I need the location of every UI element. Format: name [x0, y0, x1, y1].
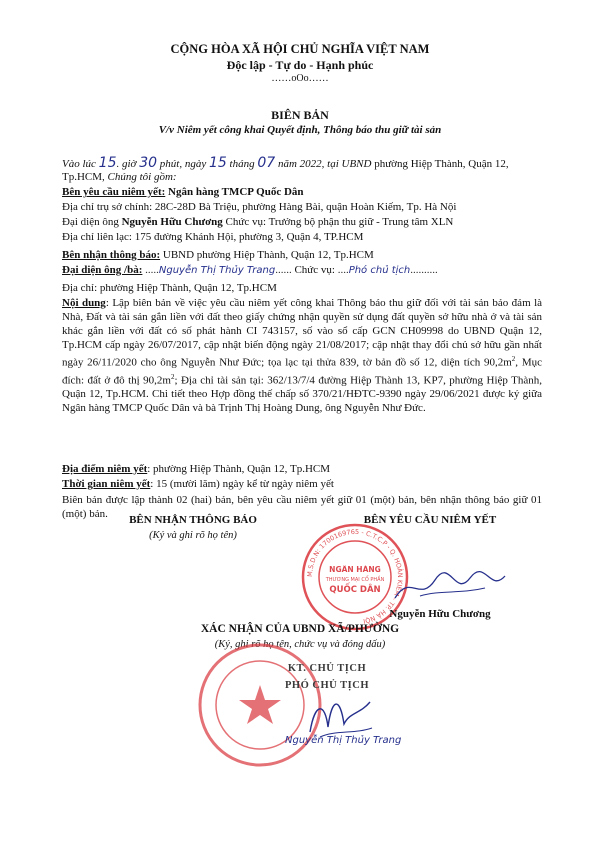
posting-time-value: : 15 (mười lăm) ngày kể từ ngày niêm yết — [150, 478, 334, 490]
receiver-rep-line: Đại diện ông /bà: .....Nguyễn Thị Thủy Trang...... Chức vụ: ....Phó chủ tịch.......... — [62, 264, 438, 276]
posting-time-label: Thời gian niêm yết — [62, 478, 151, 490]
posting-place-line — [62, 462, 542, 476]
intro-minute: 30 — [139, 155, 158, 171]
stamp-title-2: PHÓ CHỦ TỊCH — [285, 680, 369, 691]
national-title: CỘNG HÒA XÃ HỘI CHỦ NGHĨA VIỆT NAM — [170, 42, 430, 56]
bank-seal-line1: NGÂN HÀNG — [329, 565, 381, 574]
left-signature-note: (Ký và ghi rõ họ tên) — [149, 530, 237, 541]
receiver-rep-name: Nguyễn Thị Thủy Trang — [158, 265, 276, 276]
receiver-line — [62, 248, 542, 262]
posting-copies: Biên bản được lập thành 02 (hai) bản, bên yêu cầu niêm yết giữ 01 (một) bản, bên nhận thông báo giữ 01 (một) bản. — [62, 494, 542, 520]
receiver-rep-label: Đại diện ông /bà: — [62, 264, 143, 276]
receiver-role-value: Phó chủ tịch — [348, 265, 411, 276]
receiver-role-label: Chức vụ: — [294, 264, 335, 276]
confirm-note: (Ký, ghi rõ họ tên, chức vụ và đóng dấu) — [214, 639, 386, 650]
national-motto: Độc lập - Tự do - Hạnh phúc — [226, 58, 374, 72]
receiver-name: UBND phường Hiệp Thành, Quận 12, Tp.HCM — [162, 249, 374, 261]
intro-place: phường Hiệp Thành, Quận 12, — [374, 158, 509, 170]
intro-hour: 15 — [98, 155, 117, 171]
requester-hq: Địa chỉ trụ sở chính: 28C-28D Bà Triệu, phường Hàng Bài, quận Hoàn Kiếm, Tp. Hà Nội — [62, 201, 457, 213]
intro-line: Vào lúc 15. giờ 30 phút, ngày 15 tháng 07 năm 2022, tại UBND phường Hiệp Thành, Quận 12, — [62, 155, 509, 171]
header-ornament: ……oOo…… — [271, 73, 329, 84]
requester-contact: Địa chỉ liên lạc: 175 đường Khánh Hội, phường 3, Quận 4, TP.HCM — [62, 231, 364, 243]
requester-name: Ngân hàng TMCP Quốc Dân — [168, 186, 304, 198]
requester-line — [62, 185, 542, 199]
intro-place-2: Tp.HCM — [62, 171, 103, 183]
requester-rep-label: Đại diện ông — [62, 216, 119, 228]
receiver-address: Địa chỉ: phường Hiệp Thành, Quận 12, Tp.HCM — [62, 282, 277, 294]
receiver-label: Bên nhận thông báo: — [62, 249, 161, 261]
requester-label: Bên yêu cầu niêm yết: — [62, 186, 166, 198]
bank-rep-name: Nguyễn Hữu Chương — [389, 608, 491, 620]
intro-hour-label: giờ — [122, 158, 137, 170]
document-subject: V/v Niêm yết công khai Quyết định, Thông báo thu giữ tài sản — [158, 124, 442, 136]
intro-day: 15 — [208, 155, 227, 171]
intro-month: 07 — [257, 155, 276, 171]
left-signature-title: BÊN NHẬN THÔNG BÁO — [129, 514, 257, 526]
intro-minute-label: phút, ngày — [159, 158, 207, 170]
posting-place-label: Địa điểm niêm yết — [62, 463, 148, 475]
intro-line-2 — [62, 170, 542, 184]
document-title: BIÊN BẢN — [271, 108, 329, 122]
content-label: Nội dung — [62, 297, 106, 309]
posting-place-value: : phường Hiệp Thành, Quận 12, Tp.HCM — [147, 463, 331, 475]
right-signature-title: BÊN YÊU CẦU NIÊM YẾT — [363, 514, 497, 526]
content-text-1: : Lập biên bản về việc yêu cầu niêm yết công khai Thông báo thu giữ đối với tài sản bảo đảm là Nhà, Đất và tài sản gắn liền với đất theo giấy chứng nhận quyền sử dụng đất quyền sở hữu nhà ở và tài sản khác gắn liền với đất có số phát hành CI 743157, số vào sổ cấp GCN CH09998 do UBND Quận 12, Tp.HCM cấp ngày 26/07/2017, cập nhật biến động ngày 21/08/2017; cập nhật thay đổi chủ sở hữu gần nhất ngày 26/11/2020 cho ông Nguyễn Như Đức; tọa lạc tại thửa 839, tờ bản đồ số 12, diện tích 90,2m — [62, 297, 543, 369]
bank-seal-line3: QUỐC DÂN — [329, 585, 381, 595]
content-paragraph — [62, 296, 542, 415]
intro-day-label: tháng — [229, 158, 255, 170]
requester-rep-role: Chức vụ: Trưởng bộ phận thu giữ - Trung tâm XLN — [225, 216, 454, 228]
bank-seal-ring-text: M.S.D.N: 1700169765 - C.T.C.P - Q. HOÀN KIẾM - TP. HÀ NỘI — [305, 527, 405, 626]
confirm-title: XÁC NHẬN CỦA UBND XÃ/PHƯỜNG — [200, 623, 400, 635]
content-sup-1: 2 — [511, 355, 516, 363]
stamp-title-1: KT. CHỦ TỊCH — [287, 663, 367, 674]
posting-time-line — [62, 477, 542, 491]
content-sup-2: 2 — [170, 372, 175, 381]
requester-rep-line — [62, 215, 542, 229]
intro-rest: năm 2022, tại UBND — [277, 158, 372, 170]
ward-signer-name: Nguyễn Thị Thủy Trang — [285, 735, 402, 746]
intro-prefix: Vào lúc — [62, 158, 96, 170]
requester-rep-name: Nguyễn Hữu Chương — [121, 216, 223, 228]
bank-rep-signature — [390, 568, 510, 608]
content-text-2: , Mục đích: đất ở đô thị 90,2m — [62, 356, 542, 387]
content-text-3: ; Địa chỉ tài sản tại: 362/13/7/4 đường Hiệp Thành 13, KP7, phường Hiệp Thành, Quận 12, Tp.HCM. Chi tiết theo Hợp đồng thế chấp số 370/21/HĐTC-9390 ngày 29/06/2021 được ký giữa Ngân hàng TMCP Quốc Dân và bà Trịnh Thị Hoàng Dung, ông Nguyễn Như Đức. — [62, 374, 543, 415]
intro-members: , Chúng tôi gồm: — [102, 171, 177, 183]
bank-seal-line2: THƯƠNG MẠI CỔ PHẦN — [325, 577, 385, 583]
